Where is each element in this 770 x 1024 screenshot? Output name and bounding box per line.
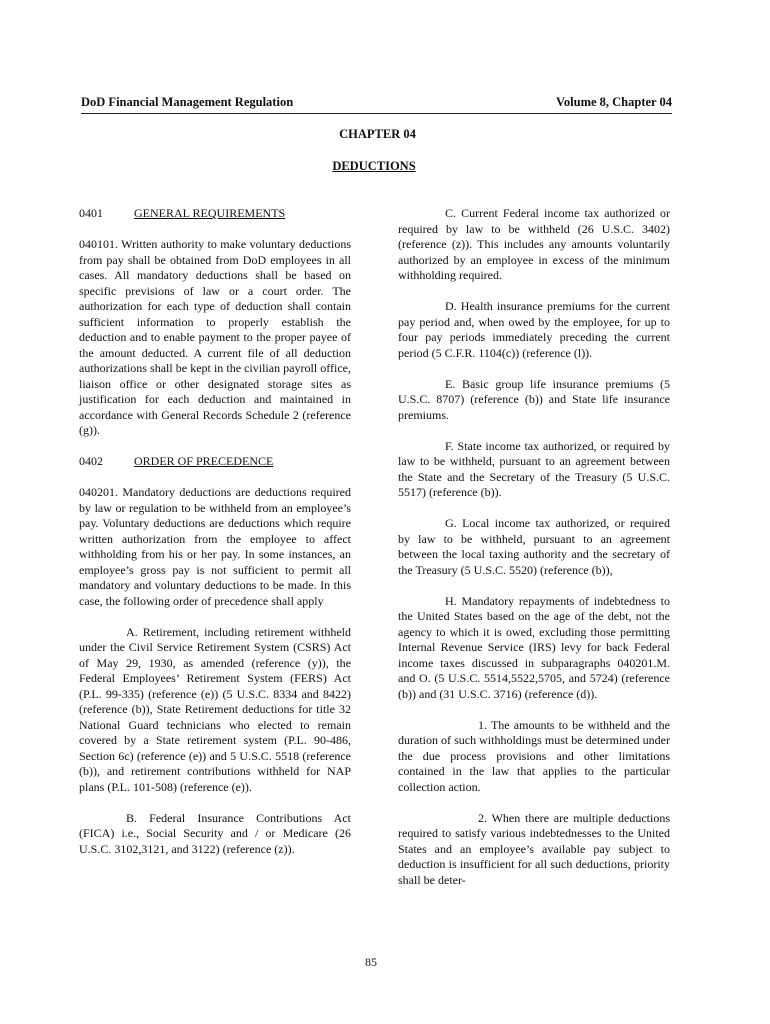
paragraph-item-h: H. Mandatory repayments of indebtedness to the United States based on the age of the debt, not the agency to which it is owed, excluding those permitting Internal Revenue Service (IRS) levy for back Federal income taxes discussed in subparagraphs 040201.M. and O. (5 U.S.C. 5514,5522,5705, and 5724) (reference (b)) and (31 U.S.C. 3716) (reference (d)). <box>398 593 670 701</box>
paragraph-item-d: D. Health insurance premiums for the current pay period and, when owed by the employee, for up to four pay periods immediately preceding the current period (5 C.F.R. 1104(c)) (reference (l)). <box>398 299 670 360</box>
paragraph-item-f: F. State income tax authorized, or required by law to be withheld, pursuant to an agreement between the State and the Secretary of the Treasury (5 U.S.C. 5517) (reference (b)). <box>398 438 670 499</box>
paragraph-item-h-1: 1. The amounts to be withheld and the duration of such withholdings must be determined under the due process provisions and other limitations contained in the law that applies to the particular collection action. <box>398 717 670 794</box>
paragraph-item-g: G. Local income tax authorized, or required by law to be withheld, pursuant to an agreement between the local taxing authority and the secretary of the Treasury (5 U.S.C. 5520) (reference (b)), <box>398 516 670 577</box>
page-number: 85 <box>365 955 377 969</box>
paragraph-040201: 040201. Mandatory deductions are deductions required by law or regulation to be withheld from an employee’s pay. Voluntary deductions are deductions which require written authorization from the employee to affect withholding from his or her pay. In some instances, an employee’s gross pay is not sufficient to permit all mandatory and voluntary deductions to be made. In this case, the following order of precedence shall apply <box>79 485 351 608</box>
section-title: ORDER OF PRECEDENCE <box>134 454 274 468</box>
left-column <box>79 206 351 873</box>
section-number: 0401 <box>79 206 103 220</box>
section-title: GENERAL REQUIREMENTS <box>134 206 286 220</box>
section-number: 0402 <box>79 454 103 468</box>
section-heading-0402 <box>79 454 351 470</box>
chapter-subtitle: DEDUCTIONS <box>332 159 416 173</box>
section-heading-0401 <box>79 206 351 222</box>
running-header <box>81 95 672 114</box>
header-regulation-title: DoD Financial Management Regulation <box>81 95 294 109</box>
right-column <box>398 206 670 904</box>
paragraph-040101: 040101. Written authority to make voluntary deductions from pay shall be obtained from DoD employees in all cases. All mandatory deductions shall be based on specific previsions of law or a court order. The authorization for each type of deduction shall contain sufficient information to properly establish the deduction and to enable payment to the proper payee of the amount deducted. A current file of all deduction authorizations shall be kept in the civilian payroll office, liaison office or other designated storage sites as justification for each deduction and maintained in accordance with General Records Schedule 2 (reference (g)). <box>79 237 351 437</box>
paragraph-item-h-2: 2. When there are multiple deductions required to satisfy various indebtednesses to the United States and an employee’s available pay subject to deduction is insufficient for all such deductions, priority shall be deter- <box>398 810 670 887</box>
paragraph-item-a: A. Retirement, including retirement withheld under the Civil Service Retirement System (CSRS) Act of May 29, 1930, as amended (reference (y)), the Federal Employees’ Retirement System (FERS) Act (P.L. 99-335) (reference (e)) (5 U.S.C. 8334 and 8422) (reference (b)), State Retirement deductions for title 32 National Guard technicians who elected to remain covered by a State retirement system (P.L. 90-486, Section 6c) (reference (e)) and 5 U.S.C. 5518 (reference (b)), and retirement contributions withheld for NAP plans (P.L. 101-508) (reference (e)). <box>79 624 351 794</box>
paragraph-item-b: B. Federal Insurance Contributions Act (FICA) i.e., Social Security and / or Medicare (26 U.S.C. 3102,3121, and 3122) (reference (z)). <box>79 810 351 856</box>
paragraph-item-e: E. Basic group life insurance premiums (5 U.S.C. 8707) (reference (b)) and State life insurance premiums. <box>398 376 670 422</box>
paragraph-item-c: C. Current Federal income tax authorized or required by law to be withheld (26 U.S.C. 3402) (reference (z)). This includes any amounts voluntarily authorized by an employee in excess of the minimum withholding required. <box>398 206 670 282</box>
header-volume-chapter: Volume 8, Chapter 04 <box>556 95 672 109</box>
chapter-title: CHAPTER 04 <box>339 127 416 141</box>
